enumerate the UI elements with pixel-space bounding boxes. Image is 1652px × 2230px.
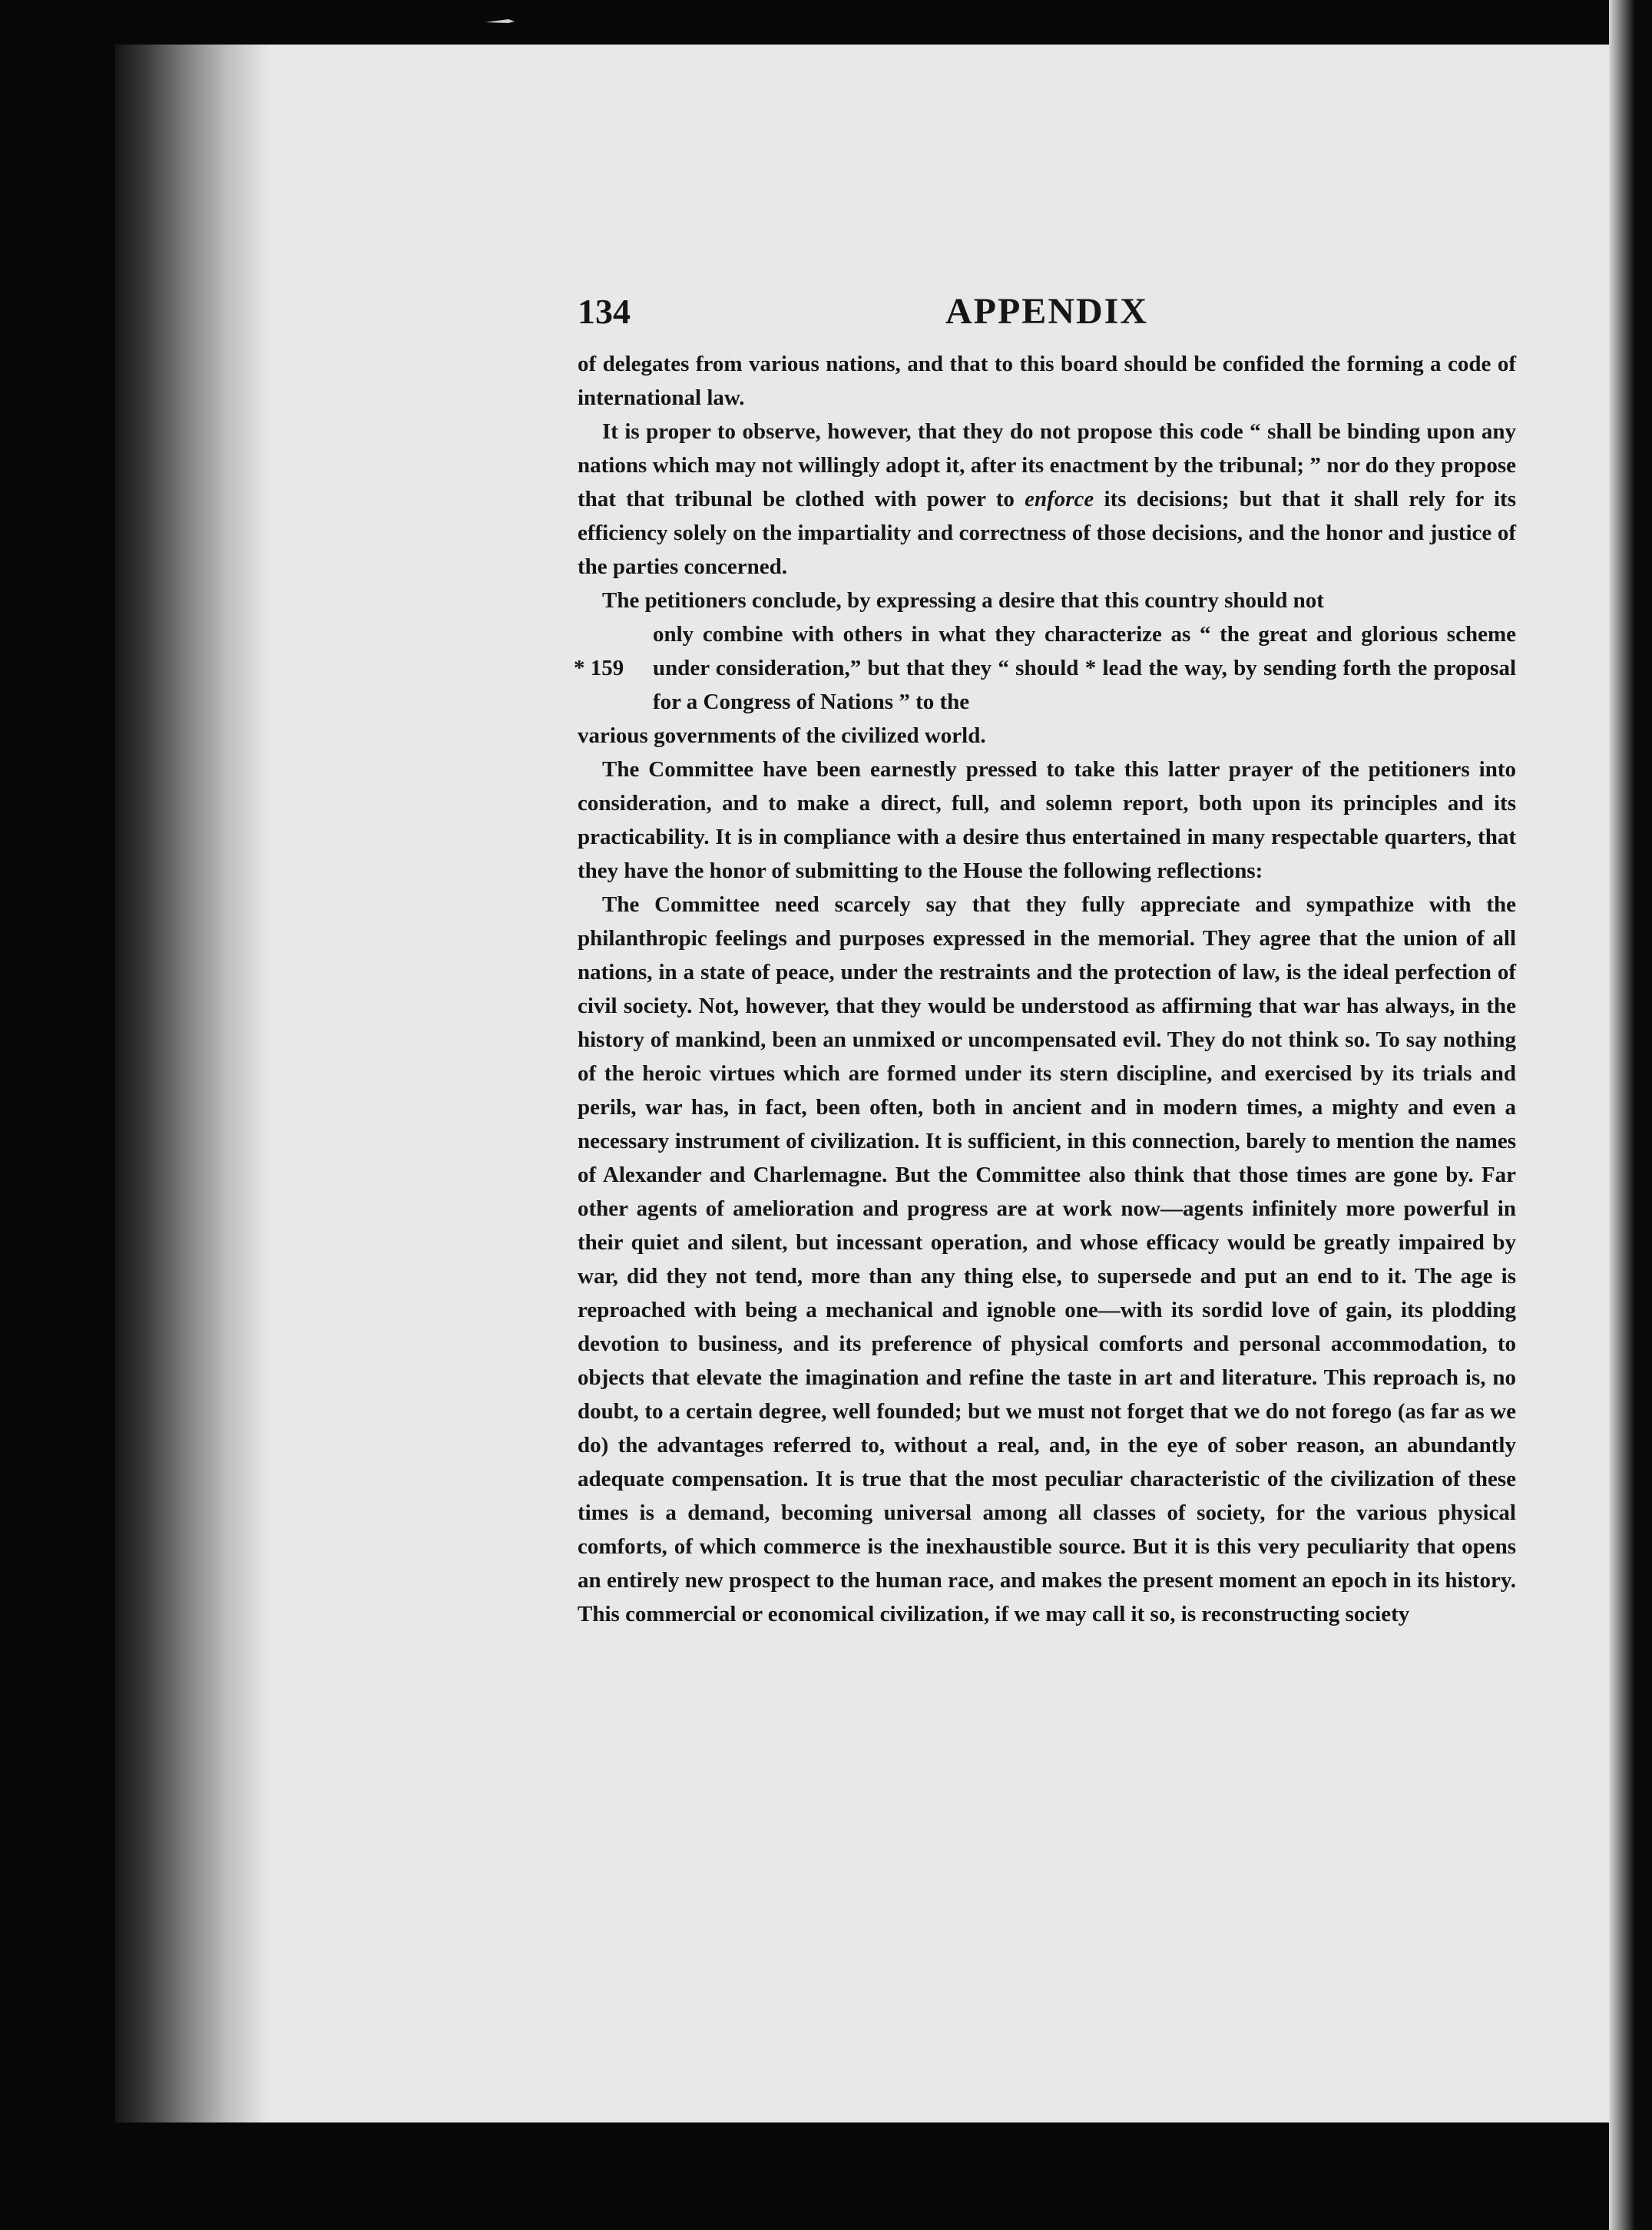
paragraph-3-tail: various governments of the civilized world. <box>578 723 986 748</box>
paragraph-2-text-a: It is proper to observe, however, that they do not propose this code “ shall be binding upon any nations which may not willingly adopt it, after its enactment by the tribunal; ” nor do they propose that that tribunal be clothed with power to <box>578 419 1516 511</box>
page-right-edge <box>1609 0 1652 2230</box>
paragraph-4: The Committee have been earnestly pressed to take this latter prayer of the petitioners into consideration, and to make a direct, full, and solemn report, both upon its principles and its practicability. It is in compliance with a desire thus entertained in many respectable quarters, that they have the honor of submitting to the House the following reflections: <box>578 757 1516 883</box>
running-title: APPENDIX <box>945 291 1148 332</box>
running-head <box>578 290 1516 346</box>
binding-gutter-shadow <box>115 45 269 2122</box>
paragraph-2-text-b: its decisions; but that it shall rely for its efficiency solely on the impartiality and correctness of those decisions, and the honor and justice of the parties concerned. <box>578 487 1516 579</box>
page-number: 134 <box>578 292 631 331</box>
margin-page-reference: * 159 <box>574 656 624 680</box>
paragraph-3-indented-block <box>574 617 1516 719</box>
paragraph-2 <box>578 415 1516 584</box>
paragraph-3-lead: The petitioners conclude, by expressing a desire that this country should not <box>602 588 1324 613</box>
scan-artifact-mark <box>485 17 515 25</box>
paragraph-3-body: only combine with others in what they characterize as “ the great and glorious scheme under consideration,” but that they “ should * lead the way, by sending forth the proposal for a Congress of Nations ” to the <box>653 622 1516 714</box>
emphasis-enforce: enforce <box>1025 487 1094 511</box>
page-text-block <box>574 290 1516 1631</box>
paragraph-1: of delegates from various nations, and that to this board should be confided the forming a code of international law. <box>578 352 1516 410</box>
paragraph-5: The Committee need scarcely say that they fully appreciate and sympathize with the philanthropic feelings and purposes expressed in the memorial. They agree that the union of all nations, in a state of peace, under the restraints and the protection of law, is the ideal perfection of civil society. Not, however, that they would be understood as affirming that war has always, in the history of mankind, been an unmixed or uncompensated evil. They do not think so. To say nothing of the heroic virtues which are formed under its stern discipline, and exercised by its trials and perils, war has, in fact, been often, both in ancient and in modern times, a mighty and even a necessary instrument of civilization. It is sufficient, in this connection, barely to mention the names of Alexander and Charlemagne. But the Committee also think that those times are gone by. Far other agents of amelioration and progress are at work now—agents infinitely more powerful in their quiet and silent, but incessant operation, and whose efficacy would be greatly impaired by war, did they not tend, more than any thing else, to supersede and put an end to it. The age is reproached with being a mechanical and ignoble one—with its sordid love of gain, its plodding devotion to business, and its preference of physical comforts and personal accommodation, to objects that elevate the imagination and refine the taste in art and literature. This reproach is, no doubt, to a certain degree, well founded; but we must not forget that we do not forego (as far as we do) the advantages referred to, without a real, and, in the eye of sober reason, an abundantly adequate compensation. It is true that the most peculiar characteristic of the civilization of these times is a demand, becoming universal among all classes of society, for the various physical comforts, of which commerce is the inexhaustible source. But it is this very peculiarity that opens an entirely new prospect to the human race, and makes the present moment an epoch in its history. This commercial or economical civilization, if we may call it so, is reconstructing society <box>578 892 1516 1626</box>
